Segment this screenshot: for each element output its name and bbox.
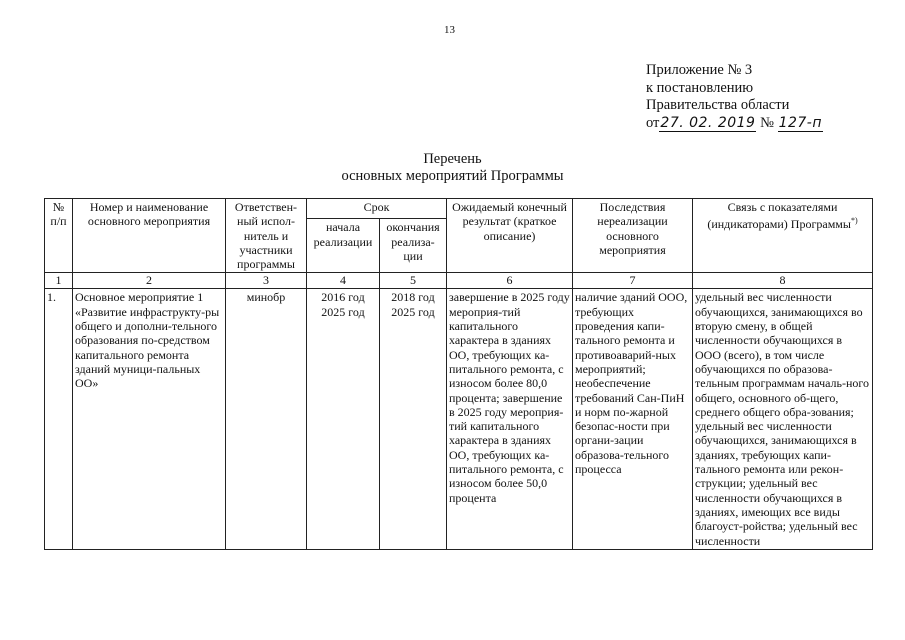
handwritten-number: 127-п [778, 114, 822, 131]
header-indicators-footnote: *) [850, 216, 858, 226]
col-number: 5 [380, 273, 447, 289]
header-row-1 [45, 199, 873, 219]
header-name: Номер и наименование основного мероприятия [73, 199, 226, 273]
appendix-date-line [646, 115, 823, 133]
col-number: 4 [307, 273, 380, 289]
header-result: Ожидаемый конечный результат (краткое описание) [447, 199, 573, 273]
row-num: 1. [45, 289, 73, 549]
header-num: № п/п [45, 199, 73, 273]
header-executor: Ответствен-ный испол-нитель и участники программы [226, 199, 307, 273]
header-end: окончания реализа-ции [380, 219, 447, 273]
table-row [45, 289, 873, 549]
title-line-2: основных мероприятий Программы [341, 168, 564, 184]
header-indicators-text: Связь с показателями (индикаторами) Программы [707, 200, 851, 232]
appendix-line-2: к постановлению [646, 79, 754, 96]
header-indicators [693, 199, 873, 273]
col-number: 1 [45, 273, 73, 289]
header-consequences: Последствия нереализации основного мероприятия [573, 199, 693, 273]
handwritten-date: 27. 02. 2019 [660, 114, 756, 131]
row-name: Основное мероприятие 1 «Развитие инфраструкту-ры общего и дополни-тельного образования по-средством капитального ремонта зданий муници-пальных ОО» [73, 289, 226, 549]
row-executor: минобр [226, 289, 307, 549]
header-term: Срок [307, 199, 447, 219]
document-title [0, 151, 905, 185]
row-indicators: удельный вес численности обучающихся, занимающихся во вторую смену, в общей численности обучающихся в ООО (всего), в том числе обучающихся по образова-тельным программам началь-ного общего, основного об-щего, среднего общего обра-зования; удельный вес численности обучающихся, занимающихся в зданиях, требующих капи-тального ремонта или рекон-струкции; удельный вес численности обучающихся в зданиях, имеющих все виды благоуст-ройства; удельный вес численности [693, 289, 873, 549]
row-consequences: наличие зданий ООО, требующих проведения капи-тального ремонта и противоаварий-ных мероприятий; необеспечение требований Сан-ПиН и норм по-жарной безопас-ности при органи-зации образова-тельного процесса [573, 289, 693, 549]
date-prefix: от [646, 114, 660, 131]
col-number: 3 [226, 273, 307, 289]
appendix-block [646, 62, 823, 132]
column-number-row [45, 273, 873, 289]
header-start: начала реализации [307, 219, 380, 273]
row-result: завершение в 2025 году мероприя-тий капитального характера в зданиях ОО, требующих ка-питального ремонта, с износом более 80,0 процента; завершение в 2025 году мероприя-тий капитального характера в зданиях ОО, требующих ка-питального ремонта, с износом более 50,0 процента [447, 289, 573, 549]
measures-table [44, 198, 873, 550]
col-number: 7 [573, 273, 693, 289]
number-prefix: № [760, 114, 774, 131]
col-number: 2 [73, 273, 226, 289]
row-start: 2016 год 2025 год [307, 289, 380, 549]
appendix-line-3: Правительства области [646, 97, 790, 113]
col-number: 6 [447, 273, 573, 289]
appendix-line-1: Приложение № 3 [646, 62, 753, 78]
page-number: 13 [444, 24, 455, 36]
row-end: 2018 год 2025 год [380, 289, 447, 549]
title-line-1: Перечень [423, 151, 482, 167]
col-number: 8 [693, 273, 873, 289]
